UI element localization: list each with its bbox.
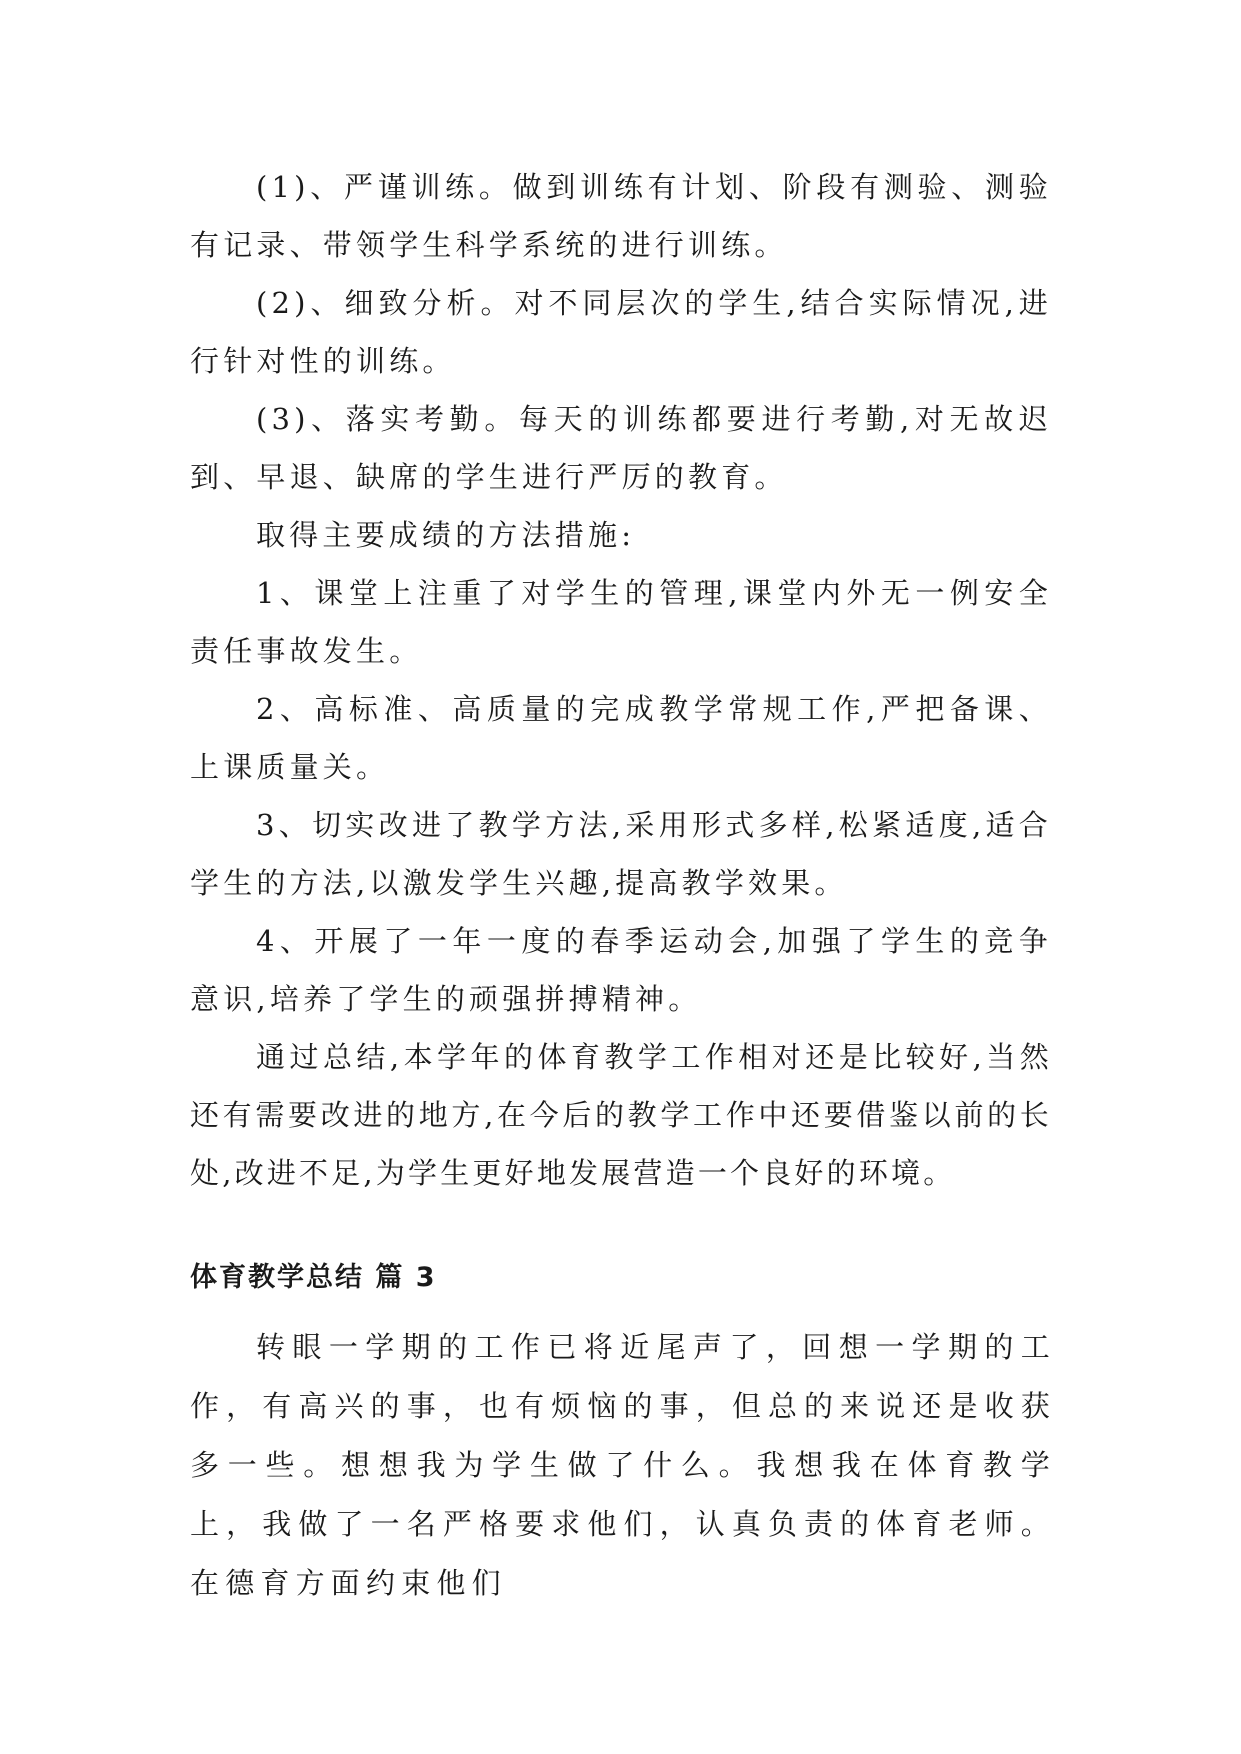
paragraph-item-1: 1、课堂上注重了对学生的管理,课堂内外无一例安全责任事故发生。 (190, 576, 1052, 668)
document-body (190, 158, 1052, 1202)
paragraph-attendance: (3)、落实考勤。每天的训练都要进行考勤,对无故迟到、早退、缺席的学生进行严厉的教育。 (190, 402, 1052, 494)
paragraph-item-3: 3、切实改进了教学方法,采用形式多样,松紧适度,适合学生的方法,以激发学生兴趣,提高教学效果。 (190, 808, 1052, 900)
paragraph-methods-heading: 取得主要成绩的方法措施: (256, 518, 636, 552)
paragraph-item-4: 4、开展了一年一度的春季运动会,加强了学生的竞争意识,培养了学生的顽强拼搏精神。 (190, 924, 1052, 1016)
paragraph-analysis: (2)、细致分析。对不同层次的学生,结合实际情况,进行针对性的训练。 (190, 286, 1052, 378)
paragraph-conclusion: 通过总结,本学年的体育教学工作相对还是比较好,当然还有需要改进的地方,在今后的教学工作中还要借鉴以前的长处,改进不足,为学生更好地发展营造一个良好的环境。 (190, 1040, 1052, 1190)
section-paragraph: 转眼一学期的工作已将近尾声了，回想一学期的工作，有高兴的事，也有烦恼的事，但总的来说还是收获多一些。想想我为学生做了什么。我想我在体育教学上，我做了一名严格要求他们，认真负责的体育老师。在德育方面约束他们 (190, 1330, 1056, 1600)
paragraph-item-2: 2、高标准、高质量的完成教学常规工作,严把备课、上课质量关。 (190, 692, 1052, 784)
section-body (190, 1318, 1056, 1613)
paragraph-training: (1)、严谨训练。做到训练有计划、阶段有测验、测验有记录、带领学生科学系统的进行训练。 (190, 170, 1052, 262)
section-title: 体育教学总结 篇 3 (190, 1262, 437, 1293)
